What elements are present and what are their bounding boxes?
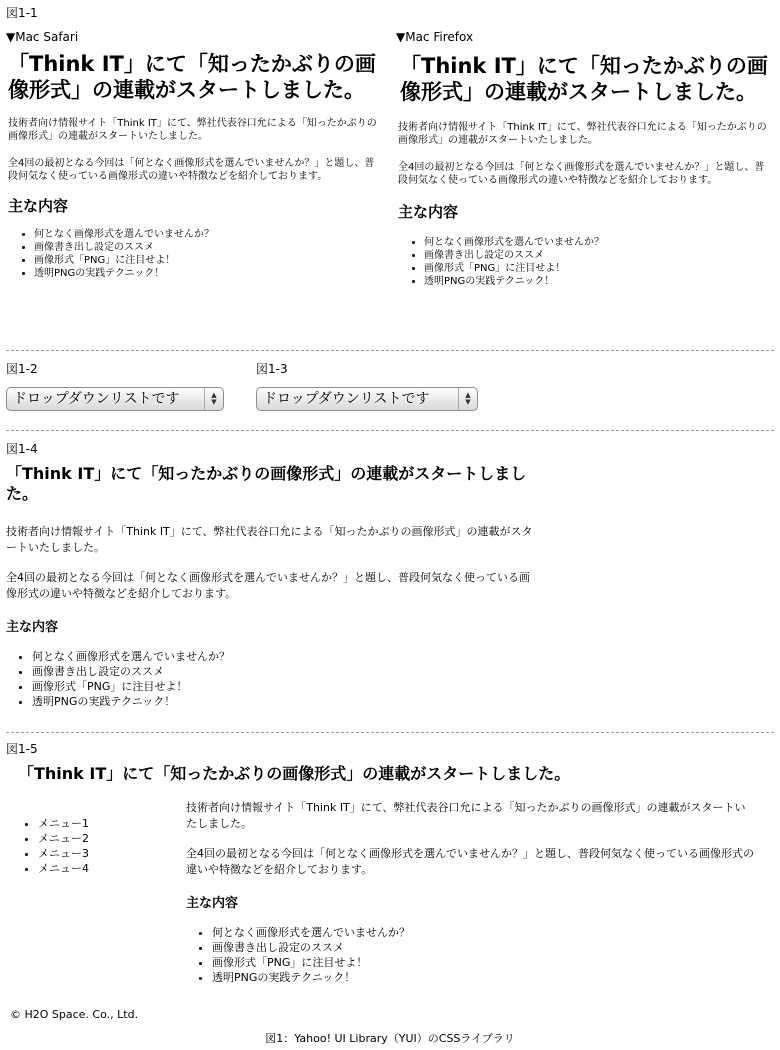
safari-page-title: 「Think IT」にて「知ったかぶりの画像形式」の連載がスタートしました。: [8, 52, 376, 102]
firefox-browser-label: ▼Mac Firefox: [396, 30, 474, 44]
list-item: • 画像形式「PNG」に注目せよ！: [424, 262, 774, 275]
dropdown-select-1-3[interactable]: [256, 387, 478, 411]
fig-1-4-para-2: 全4回の最初となる今回は「何となく画像形式を選んでいませんか？」と題し、普段何気なく使っている画像形式の違いや特徴などを紹介しております。: [6, 571, 530, 600]
menu-item[interactable]: • メニュー3: [38, 846, 188, 861]
safari-browser-label: ▼Mac Safari: [6, 30, 79, 44]
list-item: • 画像書き出し設定のススメ: [34, 241, 378, 254]
dropdown-value: ドロップダウンリストです: [13, 391, 180, 407]
fig-1-4-label: 図1-4: [6, 442, 38, 456]
fig-1-4-subheading: 主な内容: [6, 620, 59, 635]
firefox-content-list: [396, 236, 774, 288]
copyright-footer: © H2O Space. Co., Ltd.: [10, 1008, 139, 1021]
up-down-arrows-icon: ▲ ▼: [458, 388, 477, 410]
fig-1-5-title: 「Think IT」にて「知ったかぶりの画像形式」の連載がスタートしました。: [18, 764, 571, 783]
fig-1-1-label: 図1-1: [6, 6, 38, 20]
fig-1-2-label: 図1-2: [6, 362, 38, 376]
firefox-para-2: 全4回の最初となる今回は「何となく画像形式を選んでいませんか？」と題し、普段何気なく使っている画像形式の違いや特徴などを紹介しております。: [398, 162, 765, 186]
fig-1-4-para-1: 技術者向け情報サイト「Think IT」にて、弊社代表谷口允による「知ったかぶりの画像形式」の連載がスタートいたしました。: [6, 525, 533, 554]
fig-1-5-subheading: 主な内容: [186, 896, 239, 911]
fig-1-4-content-list: [6, 649, 534, 709]
list-item: • 何となく画像形式を選んでいませんか？: [424, 236, 774, 249]
fig-1-4-title: 「Think IT」にて「知ったかぶりの画像形式」の連載がスタートしました。: [6, 464, 527, 503]
list-item: • 透明PNGの実践テクニック！: [32, 694, 534, 709]
section-divider: [6, 430, 774, 431]
menu-item[interactable]: • メニュー4: [38, 861, 188, 876]
safari-content-list: [6, 228, 378, 280]
fig-1-3-label: 図1-3: [256, 362, 288, 376]
dropdown-value: ドロップダウンリストです: [263, 391, 430, 407]
fig-1-5-para-2: 全4回の最初となる今回は「何となく画像形式を選んでいませんか？」と題し、普段何気なく使っている画像形式の違いや特徴などを紹介しております。: [186, 847, 754, 876]
safari-column: [6, 30, 378, 280]
list-item: • 透明PNGの実践テクニック！: [212, 970, 756, 985]
firefox-page-title: 「Think IT」にて「知ったかぶりの画像形式」の連載がスタートしました。: [400, 54, 768, 104]
fig-1-4-content: [6, 464, 534, 709]
fig-1-5-label: 図1-5: [6, 742, 38, 756]
safari-para-1: 技術者向け情報サイト「Think IT」にて、弊社代表谷口允による「知ったかぶりの画像形式」の連載がスタートいたしました。: [8, 118, 377, 142]
figure-caption: 図1：Yahoo! UI Library（YUI）のCSSライブラリ: [265, 1032, 515, 1045]
list-item: • 画像形式「PNG」に注目せよ！: [212, 955, 756, 970]
up-down-arrows-icon: ▲ ▼: [204, 388, 223, 410]
list-item: • 透明PNGの実践テクニック！: [424, 275, 774, 288]
list-item: • 画像書き出し設定のススメ: [212, 940, 756, 955]
list-item: • 何となく画像形式を選んでいませんか？: [34, 228, 378, 241]
list-item: • 画像形式「PNG」に注目せよ！: [34, 254, 378, 267]
menu-item[interactable]: • メニュー1: [38, 816, 188, 831]
fig-1-5-content-list: [186, 925, 756, 985]
fig-1-5-main: [186, 800, 756, 985]
dropdown-select-1-2[interactable]: [6, 387, 224, 411]
safari-subheading: 主な内容: [8, 197, 69, 215]
firefox-subheading: 主な内容: [398, 203, 459, 221]
menu-item[interactable]: • メニュー2: [38, 831, 188, 846]
firefox-column: [396, 30, 774, 288]
fig-1-5-menu: [12, 816, 188, 876]
safari-para-2: 全4回の最初となる今回は「何となく画像形式を選んでいませんか？」と題し、普段何気なく使っている画像形式の違いや特徴などを紹介しております。: [8, 158, 375, 182]
fig-1-5-para-1: 技術者向け情報サイト「Think IT」にて、弊社代表谷口允による「知ったかぶりの画像形式」の連載がスタートいたしました。: [186, 801, 746, 830]
section-divider: [6, 350, 774, 351]
list-item: • 透明PNGの実践テクニック！: [34, 267, 378, 280]
list-item: • 何となく画像形式を選んでいませんか？: [32, 649, 534, 664]
section-divider: [6, 732, 774, 733]
list-item: • 何となく画像形式を選んでいませんか？: [212, 925, 756, 940]
list-item: • 画像書き出し設定のススメ: [32, 664, 534, 679]
list-item: • 画像形式「PNG」に注目せよ！: [32, 679, 534, 694]
list-item: • 画像書き出し設定のススメ: [424, 249, 774, 262]
firefox-para-1: 技術者向け情報サイト「Think IT」にて、弊社代表谷口允による「知ったかぶりの画像形式」の連載がスタートいたしました。: [398, 122, 767, 146]
